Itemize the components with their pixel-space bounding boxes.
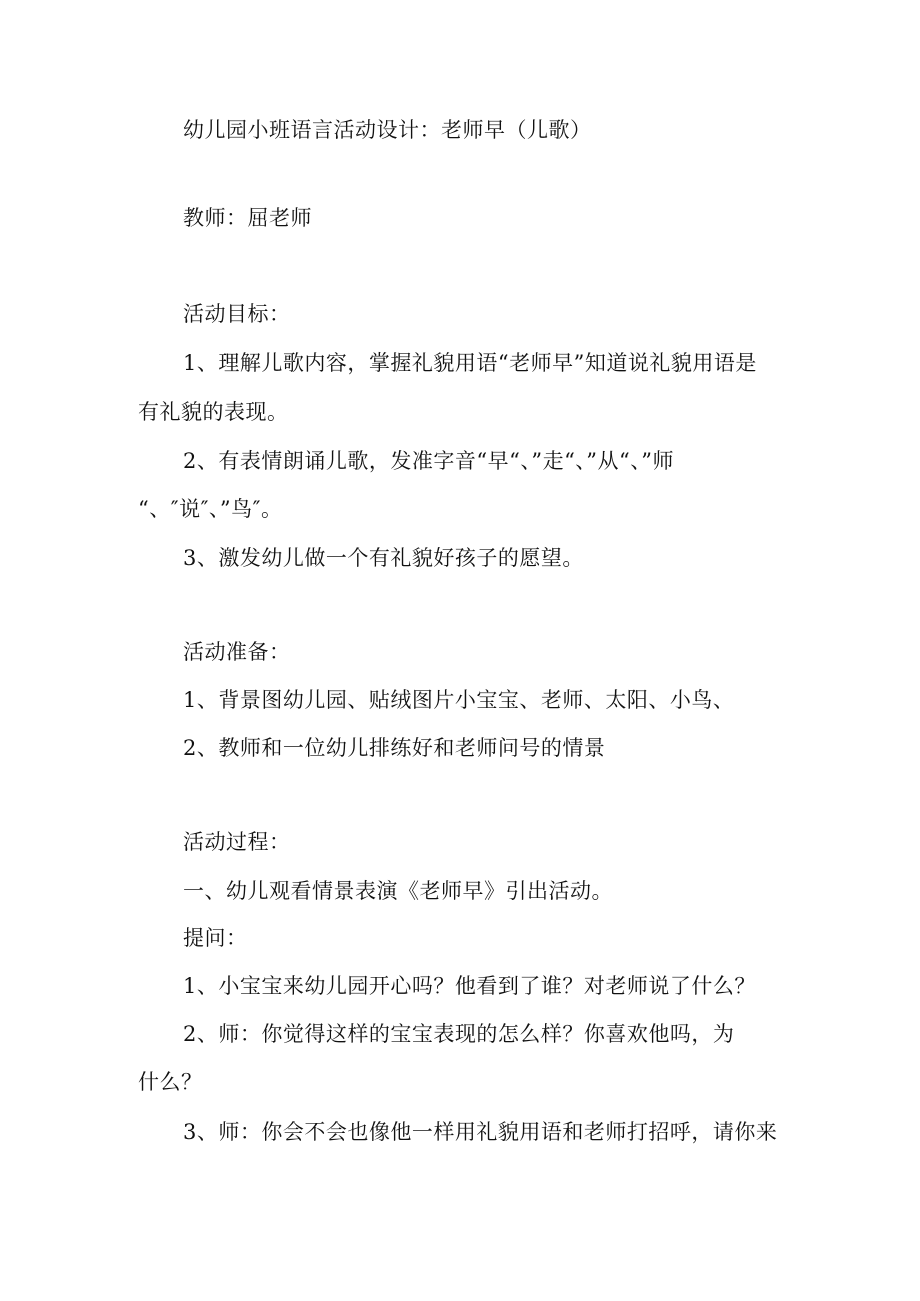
goal-item-1-line-1: 1、理解儿歌内容，掌握礼貌用语“老师早”知道说礼貌用语是 xyxy=(183,351,757,375)
question-label: 提问： xyxy=(183,926,248,950)
document-title: 幼儿园小班语言活动设计：老师早（儿歌） xyxy=(183,118,592,142)
teacher-name: 教师：屈老师 xyxy=(183,206,312,230)
goal-item-2-line-1: 2、有表情朗诵儿歌，发准字音“早“、”走“、”从“、”师 xyxy=(183,449,675,473)
goal-item-2-line-2: “、″说″、”鸟″。 xyxy=(138,497,283,521)
preparation-heading: 活动准备： xyxy=(183,640,291,664)
preparation-item-1: 1、背景图幼儿园、贴绒图片小宝宝、老师、太阳、小鸟、 xyxy=(183,688,735,712)
process-heading: 活动过程： xyxy=(183,830,291,854)
question-2-line-1: 2、师：你觉得这样的宝宝表现的怎么样？你喜欢他吗，为 xyxy=(183,1022,735,1046)
process-step-1: 一、幼儿观看情景表演《老师早》引出活动。 xyxy=(183,879,613,903)
question-2-line-2: 什么？ xyxy=(138,1070,203,1094)
goals-heading: 活动目标： xyxy=(183,302,291,326)
goal-item-3: 3、激发幼儿做一个有礼貌好孩子的愿望。 xyxy=(183,546,584,570)
preparation-item-2: 2、教师和一位幼儿排练好和老师问号的情景 xyxy=(183,736,606,760)
goal-item-1-line-2: 有礼貌的表现。 xyxy=(138,400,289,424)
question-1: 1、小宝宝来幼儿园开心吗？他看到了谁？对老师说了什么？ xyxy=(183,974,756,998)
question-3: 3、师：你会不会也像他一样用礼貌用语和老师打招呼，请你来 xyxy=(183,1120,778,1144)
